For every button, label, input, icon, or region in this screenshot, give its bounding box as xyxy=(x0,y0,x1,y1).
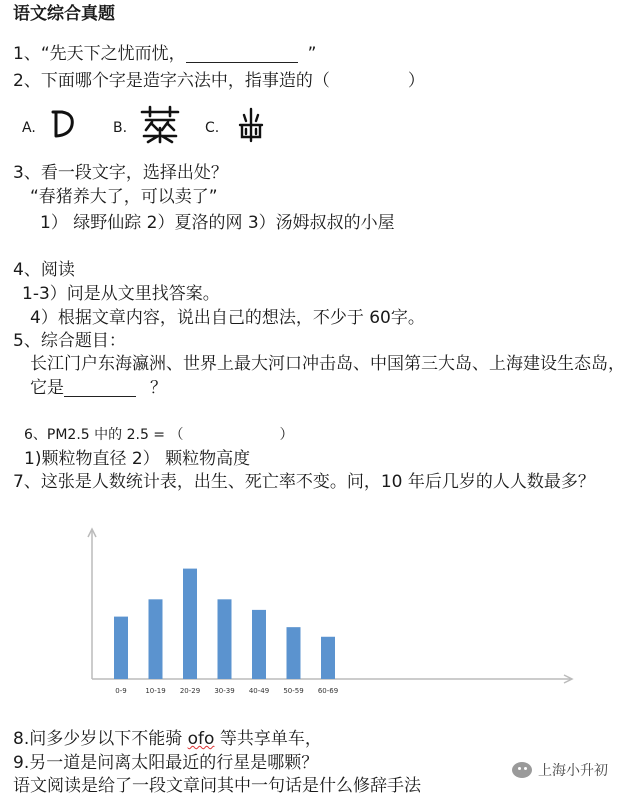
question-8 xyxy=(13,731,322,748)
ancient-character-a-icon xyxy=(50,108,78,140)
question-2 xyxy=(13,73,425,90)
footer-line: 语文阅读是给了一段文章问其中一句话是什么修辞手法 xyxy=(13,776,421,796)
ancient-character-b-icon xyxy=(138,104,182,146)
x-tick-label: 0-9 xyxy=(115,687,127,695)
question-5-line-2 xyxy=(30,380,167,397)
bar-60-69 xyxy=(321,637,335,679)
question-1 xyxy=(13,46,316,63)
answer-blank xyxy=(186,62,298,63)
question-6-text: 6、PM2.5 中的 2.5 = （ xyxy=(24,427,184,443)
x-tick-label: 50-59 xyxy=(283,687,304,695)
x-tick-label: 30-39 xyxy=(214,687,235,695)
bar-10-19 xyxy=(149,599,163,679)
question-3-choices: 1） 绿野仙踪 2）夏洛的网 3）汤姆叔叔的小屋 xyxy=(40,213,395,233)
question-3-quote: “春猪养大了，可以卖了” xyxy=(30,187,218,207)
question-9: 9.另一道是问离太阳最近的行星是哪颗？ xyxy=(13,753,319,773)
question-8-prefix: 8.问多少岁以下不能骑 xyxy=(13,729,188,749)
question-2-text: 2、下面哪个字是造字六法中，指事造的（ xyxy=(13,71,330,91)
bar-40-49 xyxy=(252,610,266,679)
question-5-line-2-prefix: 它是 xyxy=(30,378,64,398)
bar-0-9 xyxy=(114,617,128,679)
bar-50-59 xyxy=(287,627,301,679)
ancient-character-c-icon xyxy=(236,107,266,143)
question-7: 7、这张是人数统计表，出生、死亡率不变。问，10 年后几岁的人人数最多？ xyxy=(13,472,595,492)
question-4-line-2: 4）根据文章内容，说出自己的想法，不少于 60字。 xyxy=(30,308,425,328)
question-2-close: ） xyxy=(407,71,425,91)
x-tick-label: 10-19 xyxy=(145,687,166,695)
question-5: 5、综合题目： xyxy=(13,331,126,351)
bar-20-29 xyxy=(183,569,197,679)
page-title: 语文综合真题 xyxy=(13,4,115,24)
question-3: 3、看一段文字，选择出处？ xyxy=(13,163,228,183)
wechat-icon xyxy=(512,762,532,778)
question-6-choices: 1)颗粒物直径 2） 颗粒物高度 xyxy=(24,449,251,469)
question-4-line-1: 1-3）问是从文里找答案。 xyxy=(22,284,220,304)
watermark xyxy=(512,760,608,780)
question-8-suffix: 等共享单车， xyxy=(214,729,322,749)
option-a-label: A. xyxy=(22,120,36,136)
question-6-close: ） xyxy=(279,427,294,443)
question-5-line-2-suffix: ？ xyxy=(150,378,167,398)
x-tick-label: 60-69 xyxy=(317,687,339,695)
option-c-label: C. xyxy=(205,120,220,136)
ofo-word: ofo xyxy=(187,729,215,749)
x-tick-label: 40-49 xyxy=(248,687,270,695)
question-4: 4、阅读 xyxy=(13,260,75,280)
question-1-text: 1、“先天下之忧而忧， xyxy=(13,44,186,64)
question-6 xyxy=(24,428,294,442)
question-5-line-1: 长江门户东海瀛洲、世界上最大河口冲击岛、中国第三大岛、上海建设生态岛， xyxy=(30,354,625,374)
option-b-label: B. xyxy=(113,120,128,136)
population-bar-chart xyxy=(60,525,580,715)
watermark-text: 上海小升初 xyxy=(538,763,608,779)
bar-30-39 xyxy=(218,599,232,679)
x-tick-label: 20-29 xyxy=(179,687,201,695)
question-1-close: ” xyxy=(307,44,317,64)
answer-blank xyxy=(64,396,136,397)
